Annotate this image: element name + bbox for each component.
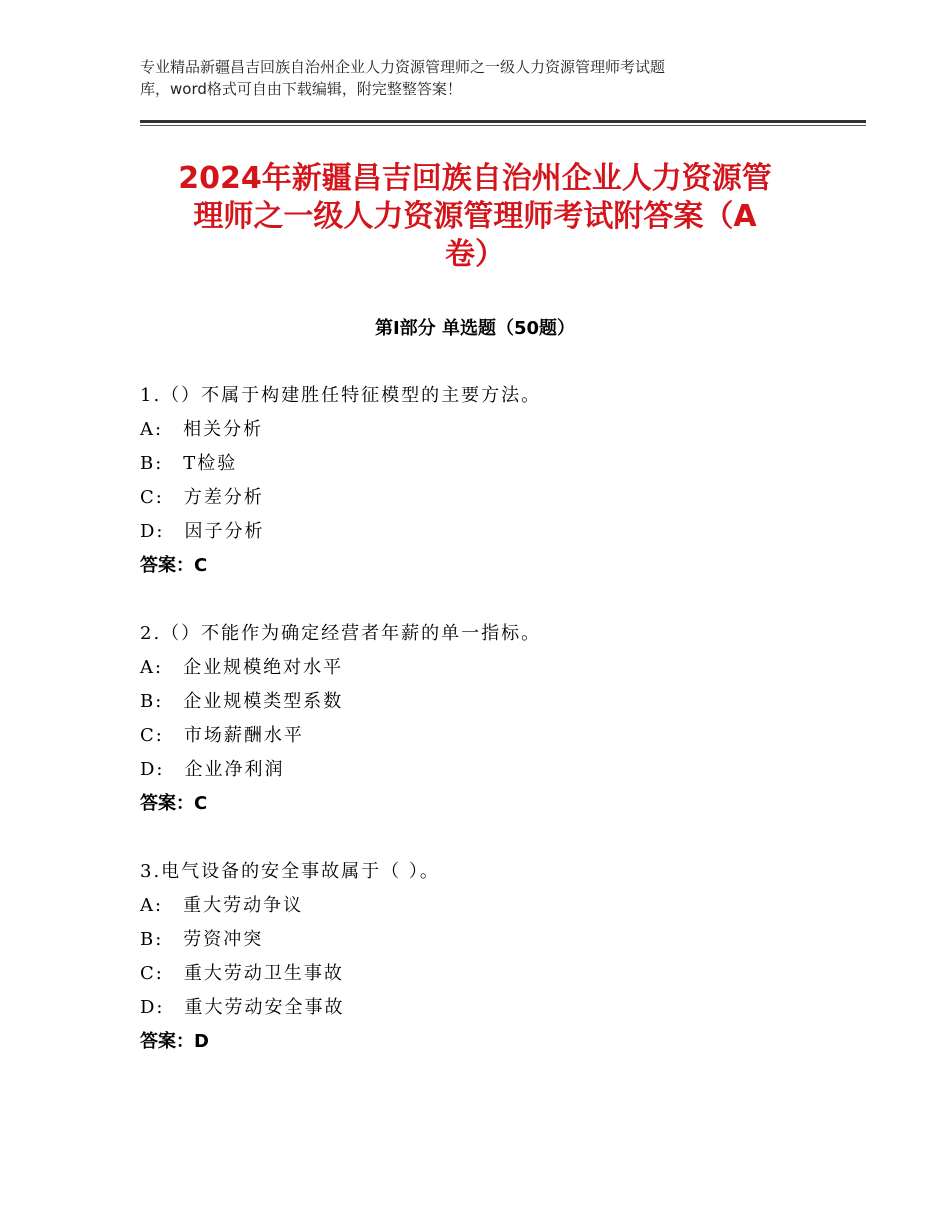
option-d: D: 重大劳动安全事故 — [140, 997, 345, 1018]
question-block — [140, 860, 840, 1064]
option-d: D: 因子分析 — [140, 521, 265, 542]
option-b: B: 企业规模类型系数 — [140, 691, 344, 712]
option-d: D: 企业净利润 — [140, 759, 285, 780]
option-b: B: T检验 — [140, 453, 238, 474]
document-title-line-1: 2024年新疆昌吉回族自治州企业人力资源管 — [178, 161, 772, 196]
header-note — [140, 56, 820, 100]
answer-label: 答案：C — [140, 793, 208, 814]
answer-label: 答案：D — [140, 1031, 209, 1052]
question-stem: 1.（）不属于构建胜任特征模型的主要方法。 — [140, 385, 542, 406]
header-divider-thin — [140, 125, 866, 126]
question-stem: 3.电气设备的安全事故属于（ ）。 — [140, 861, 440, 882]
header-divider-thick — [140, 120, 866, 123]
option-a: A: 企业规模绝对水平 — [140, 657, 344, 678]
document-title-line-2: 理师之一级人力资源管理师考试附答案（A — [193, 199, 757, 234]
document-title — [120, 160, 830, 274]
question-stem: 2.（）不能作为确定经营者年薪的单一指标。 — [140, 623, 542, 644]
option-c: C: 方差分析 — [140, 487, 264, 508]
option-a: A: 相关分析 — [140, 419, 264, 440]
section-title: 第Ⅰ部分 单选题（50题） — [374, 318, 575, 339]
header-note-line-1: 专业精品新疆昌吉回族自治州企业人力资源管理师之一级人力资源管理师考试题 — [140, 58, 666, 76]
document-title-line-3: 卷） — [445, 237, 505, 272]
question-block — [140, 622, 840, 826]
option-b: B: 劳资冲突 — [140, 929, 264, 950]
option-c: C: 重大劳动卫生事故 — [140, 963, 344, 984]
option-c: C: 市场薪酬水平 — [140, 725, 304, 746]
header-note-line-2: 库，word格式可自由下载编辑，附完整整答案！ — [140, 80, 462, 98]
answer-label: 答案：C — [140, 555, 208, 576]
question-block — [140, 384, 840, 588]
option-a: A: 重大劳动争议 — [140, 895, 304, 916]
